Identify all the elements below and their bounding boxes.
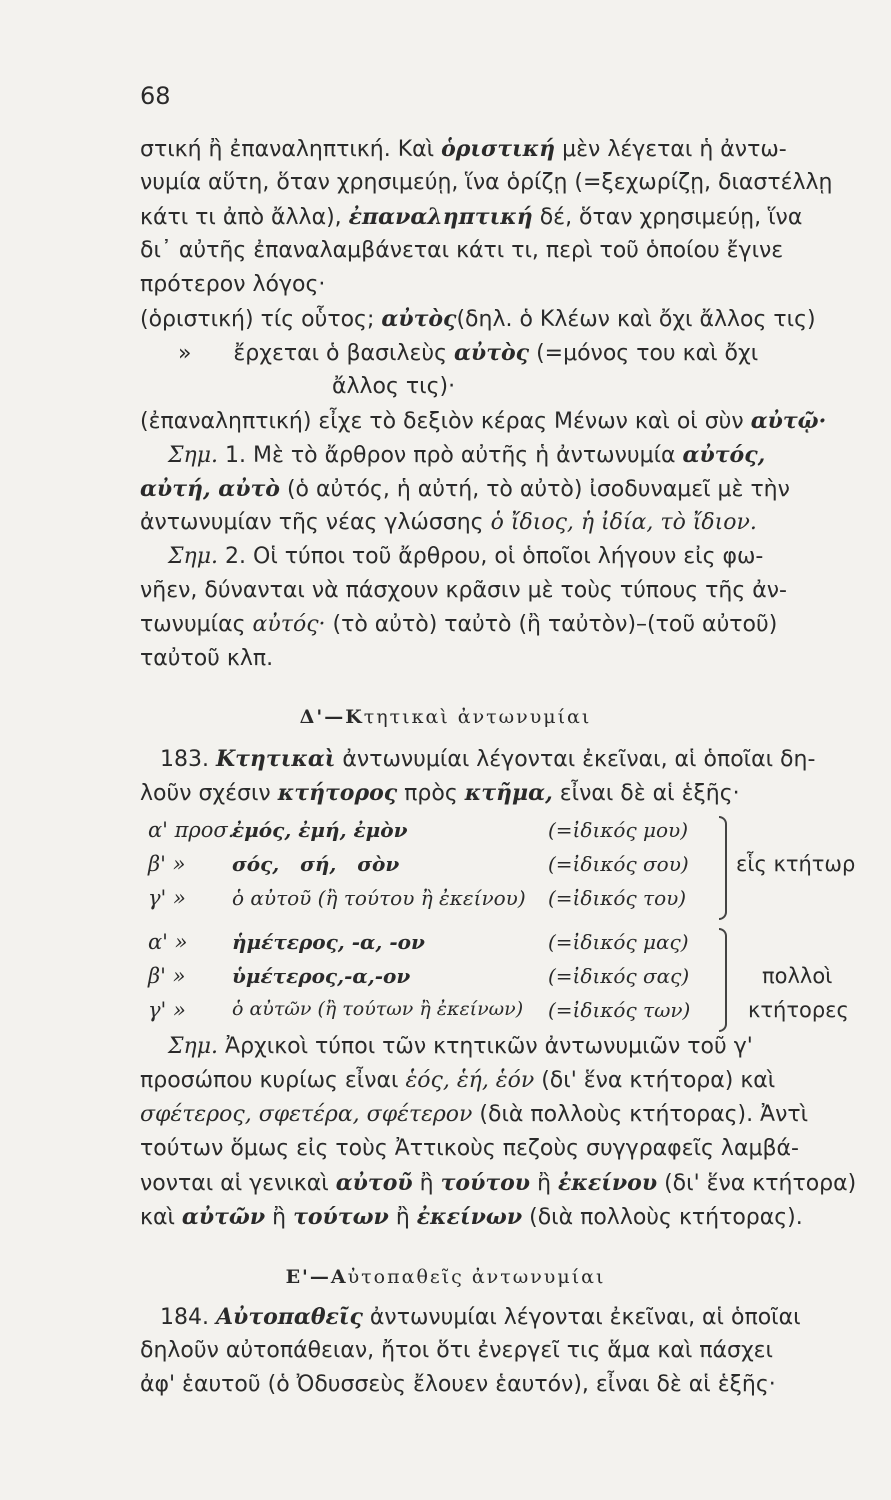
paragraph-line xyxy=(160,748,885,771)
italic-term: τούτου xyxy=(440,1170,531,1196)
note-label: Σημ. xyxy=(168,544,219,569)
text-span: τωνυμίας xyxy=(140,612,253,637)
italic-term: κτήτορος xyxy=(277,780,398,806)
table-word: ὑμέτερος,-α,-ον xyxy=(232,964,411,988)
brace-plural xyxy=(719,928,727,1032)
table-person: γ' » xyxy=(148,886,186,910)
text-span: ἀντωνυμίαν τῆς νέας γλώσσης xyxy=(140,510,491,535)
note-line xyxy=(140,1104,865,1126)
note-line xyxy=(140,614,865,636)
text-span: στική ἢ ἐπαναληπτική. Καὶ xyxy=(140,137,442,162)
section-heading xyxy=(0,706,891,728)
paragraph-line xyxy=(140,782,865,805)
italic-term: αὐτὸς xyxy=(381,306,457,332)
text-span: ἢ xyxy=(265,1205,294,1230)
table-meaning: (=ἰδικός μας) xyxy=(548,930,689,954)
note-line xyxy=(140,478,865,501)
table-word: ὁ αὐτῶν (ἢ τούτων ἢ ἐκείνων) xyxy=(232,998,524,1020)
text-span: λοῦν σχέσιν xyxy=(140,781,278,806)
italic-term: αὐτὸς xyxy=(454,340,530,366)
note-line: ταὐτοῦ κλπ. xyxy=(140,646,274,671)
text-span: ἀντωνυμίαι λέγονται ἐκεῖναι, αἱ ὁποῖαι δη- xyxy=(335,747,816,772)
text-span: μὲν λέγεται ἡ ἀντω- xyxy=(562,137,787,162)
italic-term: αὐτή, αὐτὸ xyxy=(140,476,280,502)
text-span: πρὸς xyxy=(397,781,465,806)
text-span: (διὰ πολλοὺς κτήτορας). xyxy=(522,1205,803,1230)
table-person: α' προσ. xyxy=(148,818,235,842)
paragraph-line xyxy=(160,1306,885,1329)
text-span: ἢ xyxy=(412,1171,441,1196)
text-span: (διὰ πολλοὺς κτήτορας). Ἀντὶ xyxy=(472,1102,809,1127)
italic-term: ἐκείνου xyxy=(558,1170,658,1196)
brace-label: κτήτορες xyxy=(748,998,849,1022)
table-meaning: (=ἰδικός σου) xyxy=(548,852,689,876)
paragraph-number: 184. xyxy=(160,1305,209,1330)
text-span: 1. Μὲ τὸ ἄρθρον πρὸ αὐτῆς ἡ ἀντωνυμία xyxy=(218,443,683,468)
note-line: τούτων ὅμως εἰς τοὺς Ἀττικοὺς πεζοὺς συγγραφεῖς λαμβά- xyxy=(140,1136,799,1161)
table-word: ὁ αὐτοῦ (ἢ τούτου ἢ ἐκείνου) xyxy=(232,886,526,910)
brace-single xyxy=(719,816,727,920)
brace-label: πολλοὶ xyxy=(762,964,833,988)
text-span: ἀντωνυμίαι λέγονται ἐκεῖναι, αἱ ὁποῖαι xyxy=(362,1305,801,1330)
table-word: σός, σή, σὸν xyxy=(232,852,400,876)
example-line xyxy=(178,342,891,365)
text-line: νυμία αὕτη, ὅταν χρησιμεύῃ, ἵνα ὁρίζῃ (=ξεχωρίζῃ, διαστέλλῃ xyxy=(140,170,833,195)
note-line: νῆεν, δύνανται νὰ πάσχουν κρᾶσιν μὲ τοὺς τύπους τῆς ἀν- xyxy=(140,578,787,603)
heading-text: τητικαὶ ἀντωνυμίαι xyxy=(363,706,592,728)
text-span: Ἀρχικοὶ τύποι τῶν κτητικῶν ἀντωνυμιῶν τοῦ γ' xyxy=(218,1034,753,1059)
text-span: εἶναι δὲ αἱ ἑξῆς· xyxy=(552,781,740,806)
text-span: νονται αἱ γενικαὶ xyxy=(140,1171,336,1196)
italic-term: τούτων xyxy=(293,1204,389,1230)
italic-term: αὐτῷ· xyxy=(750,408,827,434)
text-span: (ἐπαναληπτική) εἶχε τὸ δεξιὸν κέρας Μένων καὶ οἱ σὺν xyxy=(140,409,751,434)
text-span: καὶ xyxy=(140,1205,182,1230)
heading-letter: Ε'—Α xyxy=(285,1266,348,1288)
text-span: ἢ xyxy=(530,1171,559,1196)
text-span: (τὸ αὐτὸ) ταὐτὸ (ἢ ταὐτὸν)–(τοῦ αὐτοῦ) xyxy=(325,612,778,637)
note-line xyxy=(140,512,865,534)
text-line xyxy=(140,206,865,229)
example-line xyxy=(140,410,865,433)
italic-term: ὁριστική xyxy=(441,136,556,162)
text-span: » ἔρχεται ὁ βασιλεὺς xyxy=(178,341,454,366)
text-span: (=μόνος του καὶ ὄχι xyxy=(536,341,759,366)
text-span: κάτι τι ἀπὸ ἄλλα), xyxy=(140,205,349,230)
table-word: ἐμός, ἐμή, ἐμὸν xyxy=(232,818,408,842)
text-span: ἢ xyxy=(388,1205,417,1230)
italic-term: ἐκείνων xyxy=(416,1204,523,1230)
note-line xyxy=(168,444,891,467)
table-meaning: (=ἰδικός του) xyxy=(548,886,687,910)
text-span: (ὁ αὐτός, ἡ αὐτή, τὸ αὐτὸ) ἰσοδυναμεῖ μὲ τὴν xyxy=(279,477,790,502)
italic-term: κτῆμα, xyxy=(464,780,553,806)
example-line xyxy=(140,308,865,331)
text-span: δέ, ὅταν χρησιμεύῃ, ἵνα xyxy=(539,205,803,230)
italic-term: αὐτοῦ xyxy=(335,1170,413,1196)
italic-term: ὁ ἴδιος, ἡ ἰδία, τὸ ἴδιον. xyxy=(490,510,757,535)
text-span: προσώπου κυρίως εἶναι xyxy=(140,1068,406,1093)
table-person: α' » xyxy=(148,930,188,954)
text-span: (δι' ἕνα κτήτορα) καὶ xyxy=(534,1068,776,1093)
italic-term: ἑός, ἑή, ἑόν xyxy=(405,1068,535,1093)
italic-term: Αὐτοπαθεῖς xyxy=(215,1304,363,1330)
text-span: (δηλ. ὁ Κλέων καὶ ὄχι ἄλλος τις) xyxy=(456,307,816,332)
text-line: πρότερον λόγος· xyxy=(140,272,326,297)
note-label: Σημ. xyxy=(168,1034,219,1059)
table-person: γ' » xyxy=(148,998,186,1022)
text-span: (ὁριστική) τίς οὗτος; xyxy=(140,307,382,332)
page-number: 68 xyxy=(140,82,171,110)
table-person: β' » xyxy=(148,964,186,988)
note-line xyxy=(140,1206,865,1229)
note-line xyxy=(168,546,891,568)
text-line: δι᾽ αὐτῆς ἐπαναλαμβάνεται κάτι τι, περὶ τοῦ ὁποίου ἔγινε xyxy=(140,238,784,263)
example-line: ἄλλος τις)· xyxy=(332,374,456,399)
italic-term: αὐτός· xyxy=(252,612,326,637)
section-heading xyxy=(0,1266,891,1288)
paragraph-number: 183. xyxy=(160,747,209,772)
italic-term: σφέτερος, σφετέρα, σφέτερον xyxy=(140,1102,473,1127)
heading-letter: Δ'—Κ xyxy=(299,706,364,728)
heading-text: ὐτοπαθεῖς ἀντωνυμίαι xyxy=(347,1266,606,1288)
table-person: β' » xyxy=(148,852,186,876)
italic-term: αὐτός, xyxy=(682,442,766,468)
table-meaning: (=ἰδικός σας) xyxy=(548,964,690,988)
note-line xyxy=(168,1036,891,1058)
italic-term: αὐτῶν xyxy=(181,1204,266,1230)
table-word: ἡμέτερος, -α, -ον xyxy=(232,930,425,954)
text-span: 2. Οἱ τύποι τοῦ ἄρθρου, οἱ ὁποῖοι λήγουν εἰς φω- xyxy=(218,544,764,569)
note-line xyxy=(140,1172,865,1195)
table-meaning: (=ἰδικός μου) xyxy=(548,818,688,842)
text-line xyxy=(140,138,865,161)
brace-label: εἷς κτήτωρ xyxy=(736,852,856,876)
note-line xyxy=(140,1070,865,1092)
paragraph-line: ἀφ' ἑαυτοῦ (ὁ Ὀδυσσεὺς ἔλουεν ἑαυτόν), εἶναι δὲ αἱ ἑξῆς· xyxy=(140,1372,776,1397)
paragraph-line: δηλοῦν αὐτοπάθειαν, ἤτοι ὅτι ἐνεργεῖ τις ἅμα καὶ πάσχει xyxy=(140,1338,773,1363)
italic-term: Κτητικαὶ xyxy=(215,746,336,772)
note-label: Σημ. xyxy=(168,443,219,468)
text-span: (δι' ἕνα κτήτορα) xyxy=(657,1171,857,1196)
italic-term: ἐπαναληπτική xyxy=(348,204,533,230)
table-meaning: (=ἰδικός των) xyxy=(548,998,691,1022)
